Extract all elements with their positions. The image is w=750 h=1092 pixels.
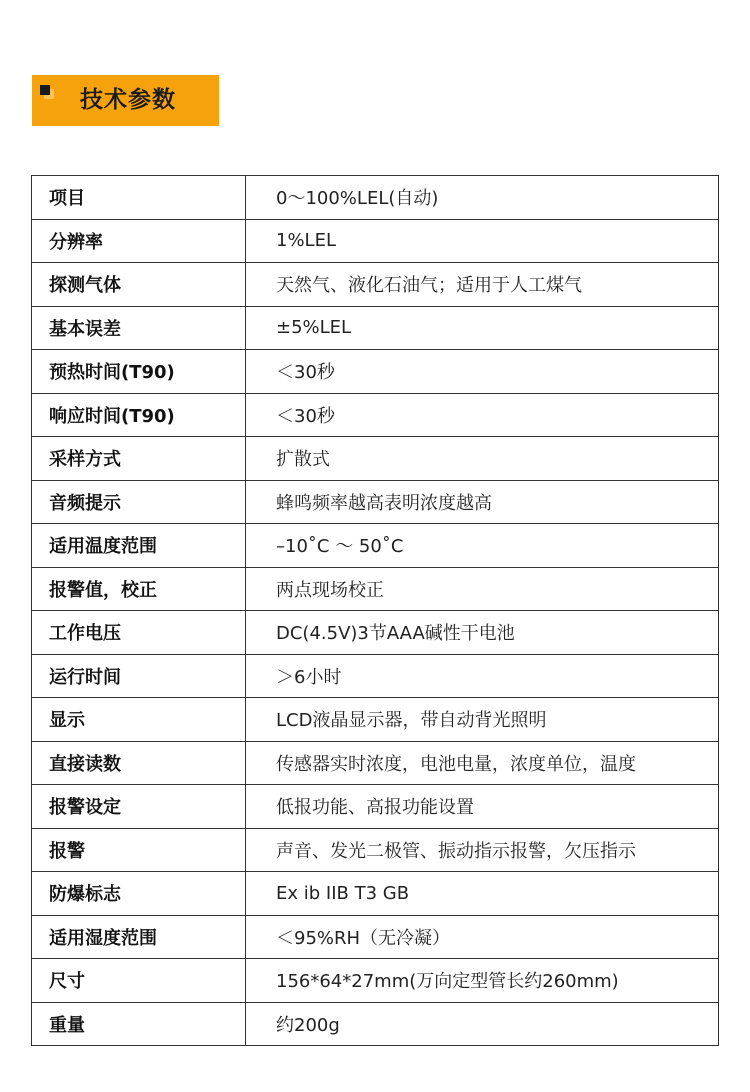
spec-value: 传感器实时浓度，电池电量，浓度单位，温度 — [246, 741, 719, 785]
section-title: 技术参数 — [80, 87, 176, 113]
spec-label: 适用湿度范围 — [32, 915, 246, 959]
table-row — [32, 698, 719, 742]
spec-value: ＞6小时 — [246, 654, 719, 698]
spec-label: 分辨率 — [32, 219, 246, 263]
spec-value: ＜95%RH（无冷凝） — [246, 915, 719, 959]
spec-label: 报警值，校正 — [32, 567, 246, 611]
table-row — [32, 611, 719, 655]
table-row — [32, 524, 719, 568]
spec-label: 显示 — [32, 698, 246, 742]
table-row — [32, 350, 719, 394]
table-row — [32, 959, 719, 1003]
spec-label: 运行时间 — [32, 654, 246, 698]
table-row — [32, 393, 719, 437]
table-row — [32, 219, 719, 263]
spec-label: 预热时间(T90) — [32, 350, 246, 394]
table-row — [32, 480, 719, 524]
table-row — [32, 872, 719, 916]
table-row — [32, 567, 719, 611]
spec-label: 尺寸 — [32, 959, 246, 1003]
spec-label: 响应时间(T90) — [32, 393, 246, 437]
square-bullet-icon — [40, 85, 54, 99]
spec-value: DC(4.5V)3节AAA碱性干电池 — [246, 611, 719, 655]
table-row — [32, 437, 719, 481]
spec-value: 扩散式 — [246, 437, 719, 481]
table-row — [32, 176, 719, 220]
spec-label: 项目 — [32, 176, 246, 220]
spec-value: 低报功能、高报功能设置 — [246, 785, 719, 829]
table-row — [32, 915, 719, 959]
spec-label: 重量 — [32, 1002, 246, 1046]
spec-label: 防爆标志 — [32, 872, 246, 916]
spec-label: 适用温度范围 — [32, 524, 246, 568]
spec-value: LCD液晶显示器，带自动背光照明 — [246, 698, 719, 742]
spec-value: 声音、发光二极管、振动指示报警，欠压指示 — [246, 828, 719, 872]
spec-value: ＜30秒 — [246, 350, 719, 394]
spec-value: 1%LEL — [246, 219, 719, 263]
spec-value: –10˚C ～ 50˚C — [246, 524, 719, 568]
spec-value: 蜂鸣频率越高表明浓度越高 — [246, 480, 719, 524]
spec-value: 两点现场校正 — [246, 567, 719, 611]
section-header — [32, 75, 219, 126]
spec-value: 0～100%LEL(自动) — [246, 176, 719, 220]
spec-label: 探测气体 — [32, 263, 246, 307]
spec-value: 156*64*27mm(万向定型管长约260mm) — [246, 959, 719, 1003]
spec-value: ±5%LEL — [246, 306, 719, 350]
spec-label: 采样方式 — [32, 437, 246, 481]
table-row — [32, 654, 719, 698]
table-row — [32, 306, 719, 350]
spec-label: 音频提示 — [32, 480, 246, 524]
spec-label: 报警 — [32, 828, 246, 872]
spec-table — [31, 175, 719, 1046]
table-row — [32, 785, 719, 829]
spec-value: 约200g — [246, 1002, 719, 1046]
table-row — [32, 1002, 719, 1046]
spec-value: 天然气、液化石油气；适用于人工煤气 — [246, 263, 719, 307]
spec-label: 基本误差 — [32, 306, 246, 350]
table-row — [32, 263, 719, 307]
spec-value: ＜30秒 — [246, 393, 719, 437]
table-row — [32, 828, 719, 872]
spec-label: 报警设定 — [32, 785, 246, 829]
spec-label: 直接读数 — [32, 741, 246, 785]
spec-value: Ex ib IIB T3 GB — [246, 872, 719, 916]
spec-label: 工作电压 — [32, 611, 246, 655]
table-row — [32, 741, 719, 785]
